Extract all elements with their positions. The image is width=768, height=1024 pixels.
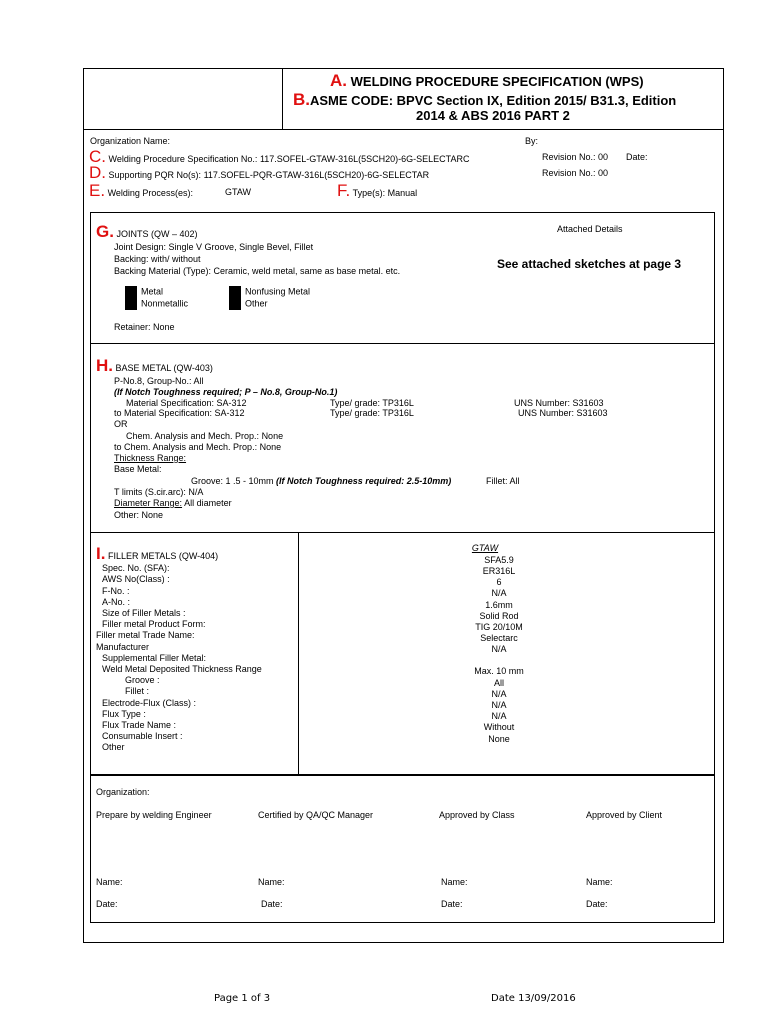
- filler-value: Solid Rod: [479, 611, 519, 621]
- letter-f: F.: [337, 181, 351, 200]
- to-material-spec: to Material Specification: SA-312: [114, 408, 245, 418]
- base-title-text: BASE METAL (QW-403): [115, 363, 213, 373]
- type-value: Manual: [387, 188, 418, 198]
- fillet-range: Fillet: All: [486, 476, 520, 486]
- divider-base-filler: [90, 532, 715, 533]
- filler-label: Fillet :: [125, 686, 150, 696]
- wps-no-label: Welding Procedure Specification No.:: [108, 154, 258, 164]
- filler-title-text: FILLER METALS (QW-404): [107, 551, 219, 561]
- filler-label: Flux Trade Name :: [102, 720, 177, 730]
- filler-label: AWS No(Class) :: [102, 574, 170, 584]
- filler-label: Filler metal Trade Name:: [96, 630, 195, 640]
- t-limits: T limits (S.cir.arc): N/A: [114, 487, 204, 497]
- filler-label: Consumable Insert :: [102, 731, 183, 741]
- name-label: Name:: [258, 877, 285, 887]
- letter-a: A.: [330, 71, 347, 90]
- code-line-2: 2014 & ABS 2016 PART 2: [416, 108, 570, 123]
- footer-date: Date 13/09/2016: [491, 993, 576, 1004]
- option-other: Other: [229, 298, 268, 310]
- attached-details: Attached Details: [557, 224, 623, 234]
- revision-2: Revision No.: 00: [542, 168, 609, 178]
- filler-label: F-No. :: [102, 586, 130, 596]
- signoff-box: [90, 775, 715, 923]
- filler-value: N/A: [491, 689, 507, 699]
- code-text-1: ASME CODE: BPVC Section IX, Edition 2015/ B31.3, Edition: [310, 93, 677, 108]
- divider-filler-cols: [298, 532, 299, 775]
- pqr-number-row: [89, 163, 429, 183]
- uns-2: UNS Number: S31603: [518, 408, 608, 418]
- groove-value: Groove: 1 .5 - 10mm: [191, 476, 274, 486]
- filler-value: Without: [483, 722, 515, 732]
- retainer: Retainer: None: [114, 322, 175, 332]
- certified-by: Certified by QA/QC Manager: [258, 810, 374, 820]
- gtaw-column-header: GTAW: [471, 543, 499, 553]
- option-nonfusing: Nonfusing Metal: [229, 286, 310, 298]
- filler-label: Filler metal Product Form:: [102, 619, 206, 629]
- approved-by-client: Approved by Client: [586, 810, 663, 820]
- filler-title: [96, 544, 218, 564]
- name-label: Name:: [586, 877, 613, 887]
- checkbox-icon: [229, 298, 241, 310]
- filler-label: Other: [102, 742, 125, 752]
- joint-design: Joint Design: Single V Groove, Single Bevel, Fillet: [114, 242, 314, 252]
- filler-label: Manufacturer: [96, 642, 150, 652]
- filler-label: A-No. :: [102, 597, 131, 607]
- base-metal-label: Base Metal:: [114, 464, 162, 474]
- checkbox-icon: [125, 298, 137, 310]
- option-metal: Metal: [125, 286, 163, 298]
- filler-value: Selectarc: [480, 633, 518, 643]
- date-label: Date:: [626, 152, 648, 162]
- chem-analysis-2: to Chem. Analysis and Mech. Prop.: None: [114, 442, 282, 452]
- filler-value: SFA5.9: [484, 555, 514, 565]
- filler-value: N/A: [491, 700, 507, 710]
- filler-value: N/A: [491, 644, 507, 654]
- backing-material: Backing Material (Type): Ceramic, weld metal, same as base metal. etc.: [114, 266, 401, 276]
- diameter-value: All diameter: [184, 498, 232, 508]
- divider-joints-base: [90, 343, 715, 344]
- prepared-by: Prepare by welding Engineer: [96, 810, 212, 820]
- filler-value: 6: [496, 577, 502, 587]
- filler-value: Max. 10 mm: [474, 666, 524, 676]
- option-nonmetallic: Nonmetallic: [125, 298, 188, 310]
- filler-value: None: [488, 734, 510, 744]
- thickness-range: Thickness Range:: [114, 453, 187, 463]
- checkbox-icon: [125, 286, 137, 298]
- letter-b: B.: [293, 90, 310, 109]
- notch-note-1: (If Notch Toughness required; P – No.8, Group-No.1): [114, 387, 338, 397]
- filler-value: N/A: [491, 588, 507, 598]
- base-metal-title: [96, 356, 213, 376]
- material-spec: Material Specification: SA-312: [126, 398, 247, 408]
- sketch-note: See attached sketches at page 3: [497, 257, 682, 271]
- chem-analysis-1: Chem. Analysis and Mech. Prop.: None: [126, 431, 284, 441]
- process-label: Welding Process(es):: [107, 188, 193, 198]
- by-label: By:: [525, 136, 539, 146]
- date-label: Date:: [261, 899, 283, 909]
- letter-i: I.: [96, 544, 106, 563]
- type-grade-2: Type/ grade: TP316L: [330, 408, 414, 418]
- filler-label: Size of Filler Metals :: [102, 608, 186, 618]
- approved-by-class: Approved by Class: [439, 810, 515, 820]
- pqr-value: 117.SOFEL-PQR-GTAW-316L(5SCH20)-6G-SELECTAR: [203, 170, 430, 180]
- uns-1: UNS Number: S31603: [514, 398, 604, 408]
- p-number: P-No.8, Group-No.: All: [114, 376, 204, 386]
- signoff-organization: Organization:: [96, 787, 150, 797]
- diameter-range: [114, 498, 232, 508]
- letter-c: C.: [89, 147, 106, 166]
- title-text: WELDING PROCEDURE SPECIFICATION (WPS): [350, 74, 644, 89]
- wps-no-value: 117.SOFEL-GTAW-316L(5SCH20)-6G-SELECTARC: [259, 154, 470, 164]
- or-label: OR: [114, 419, 128, 429]
- type-grade-1: Type/ grade: TP316L: [330, 398, 414, 408]
- base-other: Other: None: [114, 510, 164, 520]
- date-label: Date:: [96, 899, 118, 909]
- process-row: [89, 181, 193, 201]
- filler-value: 1.6mm: [485, 600, 513, 610]
- groove-range: [191, 476, 451, 486]
- page-number: Page 1 of 3: [214, 993, 271, 1004]
- joints-title-text: JOINTS (QW – 402): [116, 229, 198, 239]
- filler-label: Flux Type :: [102, 709, 146, 719]
- letter-h: H.: [96, 356, 113, 375]
- name-label: Name:: [441, 877, 468, 887]
- filler-value: ER316L: [482, 566, 516, 576]
- letter-d: D.: [89, 163, 106, 182]
- pqr-label: Supporting PQR No(s):: [108, 170, 202, 180]
- filler-label: Electrode-Flux (Class) :: [102, 698, 197, 708]
- filler-value: N/A: [491, 711, 507, 721]
- name-label: Name:: [96, 877, 123, 887]
- joints-title: [96, 222, 197, 242]
- filler-value: All: [493, 678, 504, 688]
- org-name-label: Organization Name:: [90, 136, 171, 146]
- filler-value: TIG 20/10M: [475, 622, 523, 632]
- filler-label: Groove :: [125, 675, 160, 685]
- date-label: Date:: [441, 899, 463, 909]
- letter-e: E.: [89, 181, 106, 200]
- backing: Backing: with/ without: [114, 254, 201, 264]
- type-row: [337, 181, 417, 201]
- filler-label: Supplemental Filler Metal:: [102, 653, 207, 663]
- wps-title: [330, 71, 644, 91]
- diameter-label: Diameter Range:: [114, 498, 183, 508]
- revision-1: Revision No.: 00: [542, 152, 609, 162]
- notch-note-2: (If Notch Toughness required: 2.5-10mm): [276, 476, 452, 486]
- filler-label: Weld Metal Deposited Thickness Range: [102, 664, 262, 674]
- code-line-1: [293, 90, 676, 110]
- header-left-cell: [83, 68, 283, 130]
- filler-label: Spec. No. (SFA):: [102, 563, 170, 573]
- process-value: GTAW: [225, 187, 251, 197]
- date-label: Date:: [586, 899, 608, 909]
- letter-g: G.: [96, 222, 114, 241]
- type-label: Type(s):: [352, 188, 386, 198]
- checkbox-icon: [229, 286, 241, 298]
